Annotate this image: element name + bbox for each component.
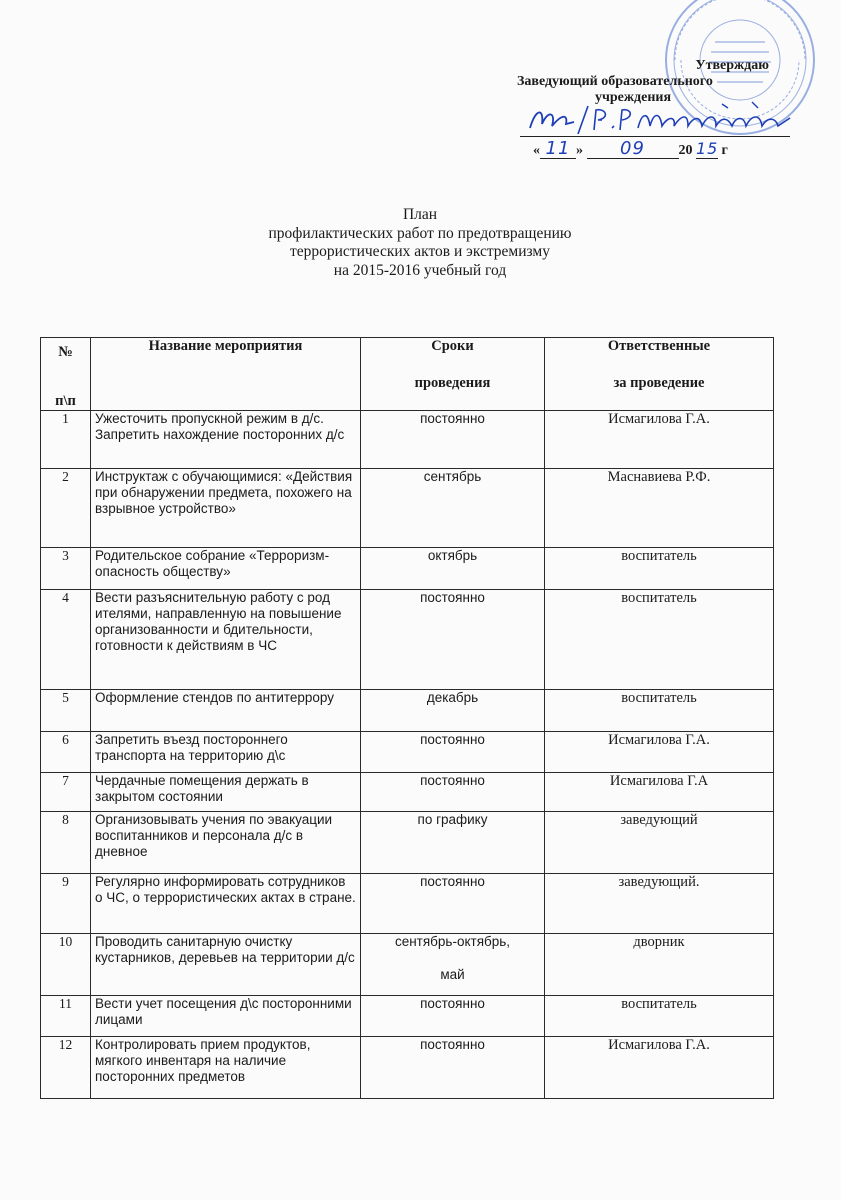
- date-year-field: [696, 141, 718, 159]
- date-day: 11: [545, 138, 571, 159]
- row-term: [361, 934, 545, 996]
- table-row: [41, 469, 774, 548]
- approval-position-line1: Заведующий образовательного: [517, 74, 713, 89]
- date-month-field: [587, 138, 679, 159]
- date-year-prefix: 20: [678, 143, 693, 158]
- row-number: 8: [41, 812, 91, 874]
- title-line-2: профилактических работ по предотвращению: [268, 224, 572, 242]
- title-line-1: План: [402, 206, 438, 223]
- row-number: 12: [41, 1037, 91, 1099]
- header-event-name: Название мероприятия: [91, 338, 361, 411]
- row-responsible: воспитатель: [545, 590, 774, 690]
- date-year-suffix: 15: [696, 139, 719, 158]
- row-term: постоянно: [361, 996, 545, 1037]
- table-row: [41, 548, 774, 590]
- table-row: [41, 411, 774, 469]
- approval-position-line2: учреждения: [595, 90, 672, 105]
- table-row: [41, 732, 774, 773]
- row-number: 1: [41, 411, 91, 469]
- row-term: сентябрь: [361, 469, 545, 548]
- row-event-name: Организовывать учения по эвакуации воспитанников и персонала д/с в дневное: [91, 812, 361, 874]
- row-responsible: воспитатель: [545, 690, 774, 732]
- approval-date: [533, 138, 728, 159]
- row-responsible: Исмагилова Г.А.: [545, 1037, 774, 1099]
- approval-block: [515, 58, 805, 106]
- row-term: постоянно: [361, 874, 545, 934]
- header-number: [41, 338, 91, 411]
- date-year-unit: г: [721, 143, 728, 158]
- row-responsible: воспитатель: [545, 996, 774, 1037]
- row-event-name: Инструктаж с обучающимися: «Действия при обнаружении предмета, похожего на взрывное устройство»: [91, 469, 361, 548]
- date-day-field: [540, 138, 576, 159]
- row-responsible: заведующий.: [545, 874, 774, 934]
- row-event-name: Оформление стендов по антитеррору: [91, 690, 361, 732]
- row-number: 6: [41, 732, 91, 773]
- row-responsible: Исмагилова Г.А: [545, 773, 774, 812]
- row-term: постоянно: [361, 1037, 545, 1099]
- header-responsible-top: Ответственные: [607, 338, 711, 354]
- row-term: постоянно: [361, 411, 545, 469]
- approval-title: Утверждаю: [695, 58, 769, 73]
- row-term: декабрь: [361, 690, 545, 732]
- row-responsible: воспитатель: [545, 548, 774, 590]
- row-event-name: Регулярно информировать сотрудников о ЧС, о террористических актах в стране.: [91, 874, 361, 934]
- row-event-name: Вести учет посещения д\с посторонними лицами: [91, 996, 361, 1037]
- row-event-name: Чердачные помещения держать в закрытом состоянии: [91, 773, 361, 812]
- row-number: 11: [41, 996, 91, 1037]
- header-number-top: №: [58, 344, 73, 360]
- table-header-row: [41, 338, 774, 411]
- table-row: [41, 1037, 774, 1099]
- header-term-top: Сроки: [431, 338, 474, 354]
- row-number: 9: [41, 874, 91, 934]
- table-row: [41, 690, 774, 732]
- table-row: [41, 874, 774, 934]
- row-responsible: Исмагилова Г.А.: [545, 411, 774, 469]
- signature-line: [520, 136, 790, 137]
- row-responsible: Исмагилова Г.А.: [545, 732, 774, 773]
- header-term: [361, 338, 545, 411]
- row-event-name: Контролировать прием продуктов, мягкого инвентаря на наличие посторонних предметов: [91, 1037, 361, 1099]
- table-row: [41, 812, 774, 874]
- document-title: [160, 206, 680, 280]
- header-responsible-bottom: за проведение: [613, 374, 705, 391]
- row-event-name: Проводить санитарную очистку кустарников, деревьев на территории д/с: [91, 934, 361, 996]
- header-responsible: [545, 338, 774, 411]
- row-number: 10: [41, 934, 91, 996]
- row-term: постоянно: [361, 590, 545, 690]
- row-number: 4: [41, 590, 91, 690]
- row-number: 3: [41, 548, 91, 590]
- row-event-name: Ужесточить пропускной режим в д/с. Запретить нахождение посторонних д/с: [91, 411, 361, 469]
- title-line-4: на 2015-2016 учебный год: [333, 261, 507, 279]
- row-term-line1: сентябрь-октябрь,: [394, 934, 511, 949]
- row-term: постоянно: [361, 773, 545, 812]
- row-term: постоянно: [361, 732, 545, 773]
- table-row: [41, 590, 774, 690]
- title-line-3: террористических актов и экстремизму: [289, 243, 550, 260]
- row-number: 5: [41, 690, 91, 732]
- row-event-name: Родительское собрание «Терроризм-опасность обществу»: [91, 548, 361, 590]
- row-term-line2: май: [440, 966, 465, 982]
- row-responsible: заведующий: [545, 812, 774, 874]
- row-term: по графику: [361, 812, 545, 874]
- row-responsible: дворник: [545, 934, 774, 996]
- row-event-name: Вести разъяснительную работу с род ителями, направленную на повышение организованности и бдительности, готовности к действиям в ЧС: [91, 590, 361, 690]
- date-month: 09: [620, 138, 645, 159]
- row-number: 7: [41, 773, 91, 812]
- row-term: октябрь: [361, 548, 545, 590]
- handwritten-signature: [522, 100, 797, 140]
- date-open-quote: «: [533, 143, 540, 158]
- row-event-name: Запретить въезд постороннего транспорта на территорию д\с: [91, 732, 361, 773]
- table-row: [41, 934, 774, 996]
- plan-table: [40, 337, 774, 1099]
- row-number: 2: [41, 469, 91, 548]
- table-row: [41, 773, 774, 812]
- table-row: [41, 996, 774, 1037]
- date-close-quote: »: [576, 143, 583, 158]
- row-responsible: Маснавиева Р.Ф.: [545, 469, 774, 548]
- header-term-bottom: проведения: [414, 374, 491, 391]
- header-number-bottom: п\п: [55, 393, 76, 409]
